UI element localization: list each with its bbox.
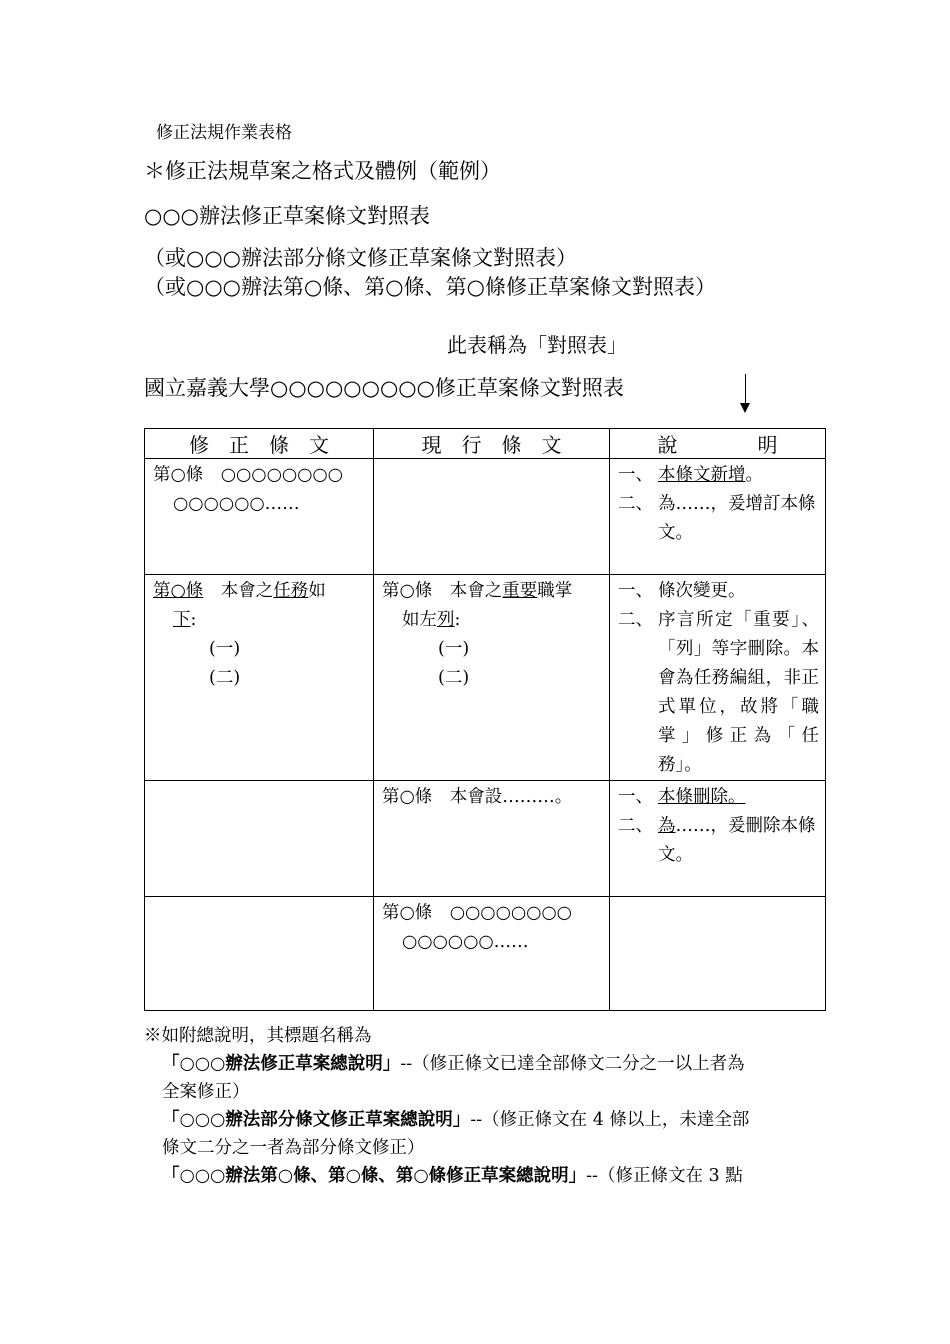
format-title: ＊修正法規草案之格式及體例（範例） — [144, 159, 501, 183]
table-row — [145, 575, 826, 781]
note-item-continuation: 條文二分之一者為部分條文修正） — [162, 1138, 425, 1158]
note-item: 「○○○辦法修正草案總說明」--（修正條文已達全部條文二分之一以上者為 — [162, 1054, 745, 1074]
note-item: 「○○○辦法部分條文修正草案總說明」--（修正條文在 4 條以上，未達全部 — [162, 1110, 750, 1130]
current-cell — [374, 781, 610, 897]
alt-title-1: （或○○○辦法部分條文修正草案條文對照表） — [144, 246, 577, 270]
callout-label: 此表稱為「對照表」 — [447, 333, 627, 357]
explanation-item: 二、 序言所定「重要」、「列」等字刪除。本會為任務編組，非正式單位，故將「職掌」修正為「任務」。 — [618, 610, 819, 775]
notes-intro: ※如附總說明，其標題名稱為 — [144, 1026, 372, 1046]
current-cell — [374, 575, 610, 781]
table-row — [145, 897, 826, 1011]
form-title: 修正法規作業表格 — [156, 123, 292, 143]
header-amended: 修 正 條 文 — [145, 429, 374, 459]
table-name-heading: ○○○辦法修正草案條文對照表 — [144, 204, 430, 228]
amended-cell — [145, 897, 374, 1011]
amended-text-line: 第○條 ○○○○○○○○ — [153, 465, 343, 485]
explanation-item: 一、 本條刪除。 — [618, 787, 746, 807]
note-item-continuation: 全案修正） — [162, 1082, 250, 1102]
sub-item: (二) — [209, 668, 241, 688]
current-cell — [374, 897, 610, 1011]
current-text-line: 第○條 ○○○○○○○○ — [382, 903, 572, 923]
explanation-cell — [610, 897, 826, 1011]
current-cell — [374, 459, 610, 575]
current-text-line: 如左列: — [402, 610, 461, 630]
sub-item: (一) — [209, 639, 241, 659]
explanation-item: 一、 本條文新增。 — [618, 465, 763, 485]
table-header-row — [145, 429, 826, 459]
alt-title-2: （或○○○辦法第○條、第○條、第○條修正草案條文對照表） — [144, 275, 716, 299]
sub-item: (二) — [438, 668, 470, 688]
header-explanation: 說 明 — [610, 429, 826, 459]
header-current: 現 行 條 文 — [374, 429, 610, 459]
sub-item: (一) — [438, 639, 470, 659]
table-row — [145, 459, 826, 575]
callout-arrow-line — [745, 374, 746, 404]
amended-cell — [145, 459, 374, 575]
notes-section — [144, 1022, 749, 1190]
explanation-item: 一、 條次變更。 — [618, 581, 746, 601]
current-text-line: ○○○○○○…… — [402, 932, 529, 952]
explanation-item: 二、 為……，爰刪除本條文。 — [618, 816, 816, 865]
amended-cell — [145, 781, 374, 897]
explanation-cell — [610, 575, 826, 781]
document-title: 國立嘉義大學○○○○○○○○○修正草案條文對照表 — [144, 376, 624, 400]
explanation-item: 二、 為……，爰增訂本條文。 — [618, 494, 816, 543]
amended-text-line: ○○○○○○…… — [173, 494, 300, 514]
current-text-line: 第○條 本會之重要職掌 — [382, 581, 573, 601]
note-item: 「○○○辦法第○條、第○條、第○條修正草案總說明」--（修正條文在 3 點 — [162, 1166, 743, 1186]
current-text-line: 第○條 本會設………。 — [382, 787, 573, 807]
table-row — [145, 781, 826, 897]
amended-cell — [145, 575, 374, 781]
amended-text-line: 下: — [173, 610, 197, 630]
amended-text-line: 第○條 本會之任務如 — [153, 581, 326, 601]
comparison-table — [144, 428, 826, 1011]
explanation-cell — [610, 781, 826, 897]
arrow-down-icon — [740, 403, 750, 413]
explanation-cell — [610, 459, 826, 575]
